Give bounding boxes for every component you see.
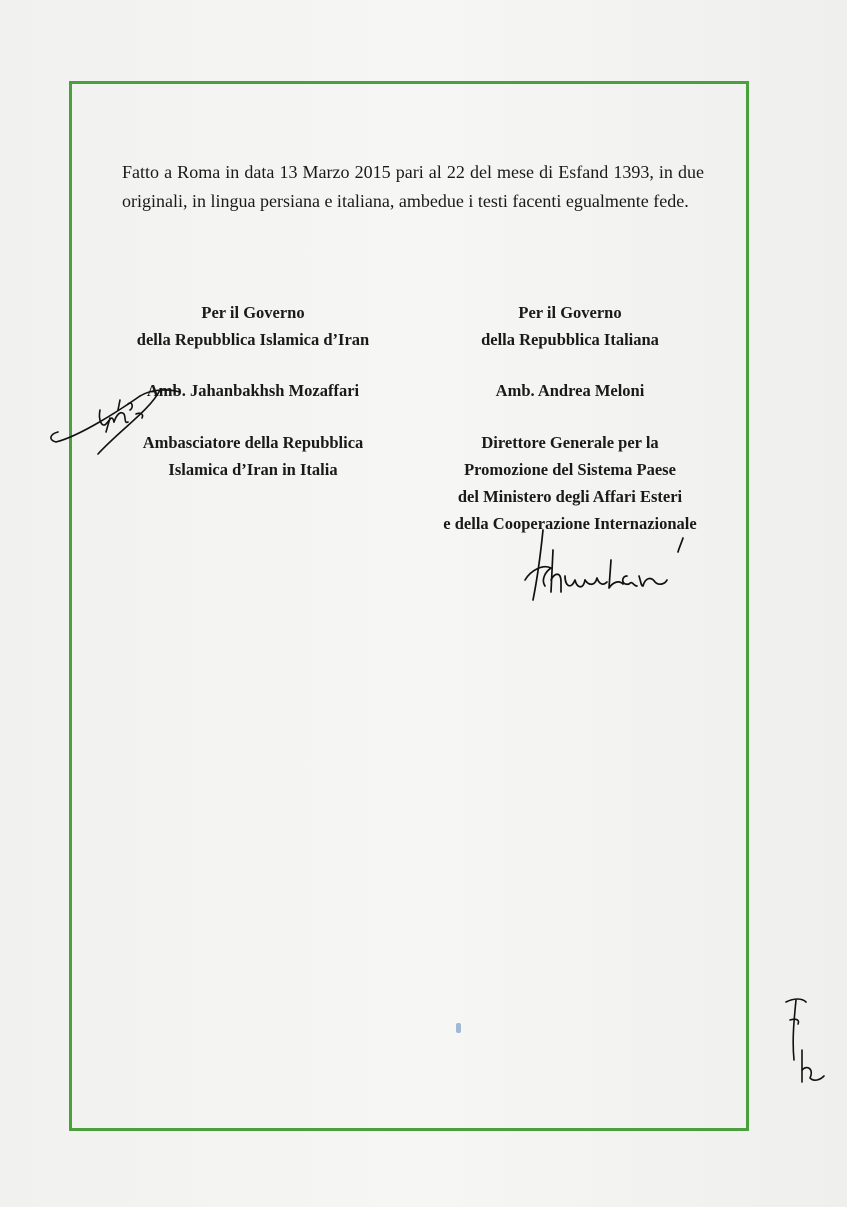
right-title-line-4: e della Cooperazione Internazionale xyxy=(443,514,697,533)
right-handwritten-signature xyxy=(515,520,705,610)
left-header-line-2: della Repubblica Islamica d’Iran xyxy=(136,330,370,349)
left-signatory-name: Amb. Jahanbakhsh Mozaffari xyxy=(146,381,360,400)
right-header-line-2: della Repubblica Italiana xyxy=(481,330,659,349)
left-signatory-header xyxy=(100,299,406,353)
left-title-line-2: Islamica d’Iran in Italia xyxy=(168,460,338,479)
ink-speck xyxy=(456,1023,461,1033)
margin-initials xyxy=(780,990,830,1090)
right-signatory-name: Amb. Andrea Meloni xyxy=(495,381,645,400)
right-title-line-3: del Ministero degli Affari Esteri xyxy=(457,487,683,506)
left-title-line-1: Ambasciatore della Repubblica xyxy=(142,433,364,452)
closing-paragraph: Fatto a Roma in data 13 Marzo 2015 pari al 22 del mese di Esfand 1393, in due originali, in lingua persiana e italiana, ambedue i testi facenti egualmente fede. xyxy=(122,162,704,211)
right-title-line-2: Promozione del Sistema Paese xyxy=(464,460,676,479)
right-header-line-1: Per il Governo xyxy=(518,303,622,322)
left-header-line-1: Per il Governo xyxy=(201,303,305,322)
right-signatory-header xyxy=(400,299,740,353)
left-handwritten-signature xyxy=(40,370,260,480)
right-title-line-1: Direttore Generale per la xyxy=(481,433,659,452)
